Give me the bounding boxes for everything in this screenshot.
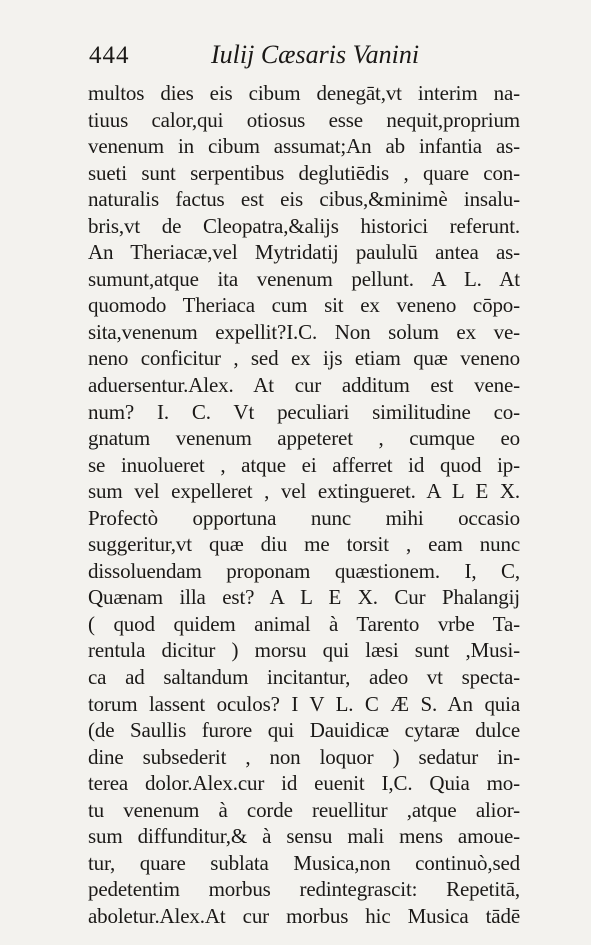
text-line: sueti sunt serpentibus deglutiēdis , quare con- [88, 160, 520, 185]
text-line: suggeritur,vt quæ diu me torsit , eam nunc [88, 532, 520, 557]
text-line: tu venenum à corde reuellitur ,atque alior- [88, 797, 520, 822]
page-header [89, 40, 529, 74]
text-line: aduersentur.Alex. At cur additum est vene- [88, 373, 520, 398]
text-line: dissoluendam proponam quæstionem. I, C, [88, 558, 520, 583]
text-line: aboletur.Alex.At cur morbus hic Musica tādē [88, 903, 520, 928]
text-line: quomodo Theriaca cum sit ex veneno cōpo- [88, 293, 520, 318]
text-line: sum vel expelleret , vel extingueret. A L E X. [88, 479, 520, 504]
text-line: Quænam illa est? A L E X. Cur Phalangij [88, 585, 520, 610]
text-line: bris,vt de Cleopatra,&alijs historici referunt. [88, 213, 520, 238]
text-line: se inuolueret , atque ei afferret id quod ip- [88, 452, 520, 477]
text-line: tur, quare sublata Musica,non continuò,sed [88, 850, 520, 875]
page-number: 444 [89, 42, 130, 69]
text-line: ( quod quidem animal à Tarento vrbe Ta- [88, 611, 520, 636]
text-line: venenum in cibum assumat;An ab infantia as- [88, 134, 520, 159]
text-line: sumunt,atque ita venenum pellunt. A L. At [88, 266, 520, 291]
text-line: multos dies eis cibum denegāt,vt interim na- [88, 81, 520, 105]
text-line: ca ad saltandum incitantur, adeo vt specta- [88, 665, 520, 690]
text-line: An Theriacæ,vel Mytridatij paululū antea as- [88, 240, 520, 265]
text-line: dine subsederit , non loquor ) sedatur in- [88, 744, 520, 769]
text-line: naturalis factus est eis cibus,&minimè insalu- [88, 187, 520, 212]
text-line: neno conficitur , sed ex ijs etiam quæ veneno [88, 346, 520, 371]
body-text [88, 80, 520, 930]
text-line: Profectò opportuna nunc mihi occasio [88, 505, 520, 530]
text-line: rentula dicitur ) morsu qui læsi sunt ,Musi- [88, 638, 520, 663]
text-line: sum diffunditur,& à sensu mali mens amoue- [88, 824, 520, 849]
text-line: tiuus calor,qui otiosus esse nequit,proprium [88, 107, 520, 132]
text-line: torum lassent oculos? I V L. C Æ S. An quia [88, 691, 520, 716]
text-line: terea dolor.Alex.cur id euenit I,C. Quia mo- [88, 771, 520, 796]
text-line: pedetentim morbus redintegrascit: Repetitā, [88, 877, 520, 902]
running-head: Iulij Cæsaris Vanini [211, 40, 420, 69]
text-line: gnatum venenum appeteret , cumque eo [88, 426, 520, 451]
text-line: num? I. C. Vt peculiari similitudine co- [88, 399, 520, 424]
text-line: sita,venenum expellit?I.C. Non solum ex ve- [88, 319, 520, 344]
text-line: (de Saullis furore qui Dauidicæ cytaræ dulce [88, 718, 520, 743]
